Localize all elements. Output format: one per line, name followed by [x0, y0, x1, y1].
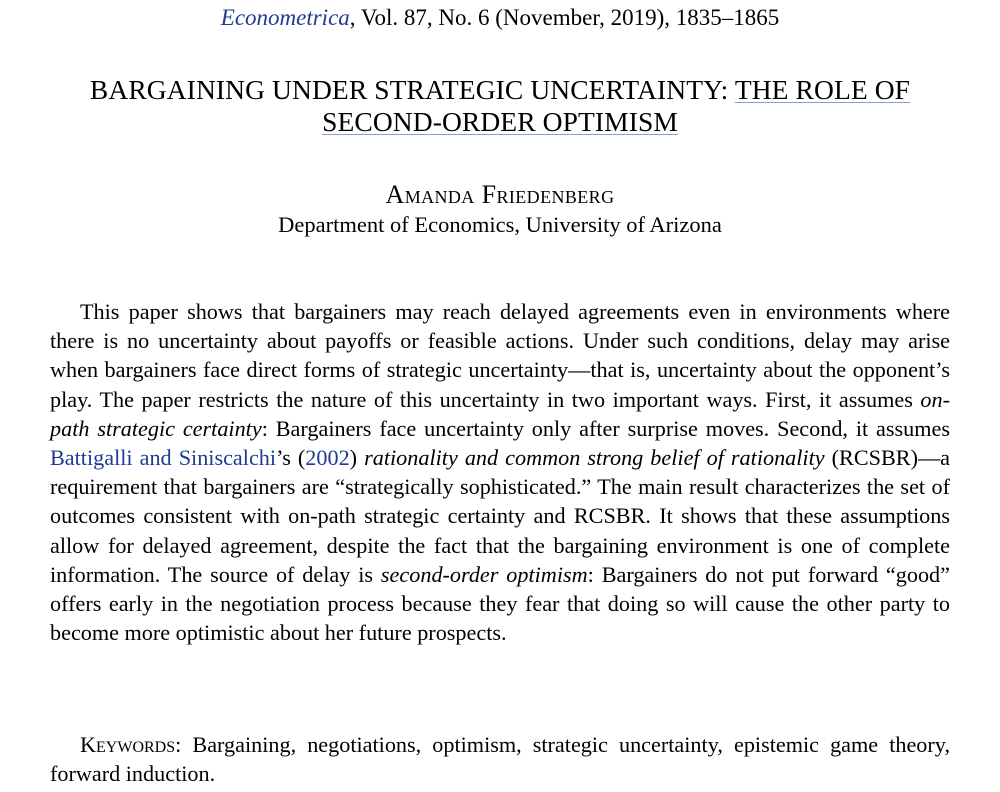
journal-name-link[interactable]: Econometrica	[220, 5, 350, 30]
journal-citation	[0, 4, 1000, 32]
abstract-text-6: : Bargainers do not put forward “good” offers early in the negotiation process because they fear that doing so will cause the other party to become more optimistic about her future prospects.	[50, 561, 950, 646]
abstract-emphasis-2: rationality and common strong belief of rationality	[364, 445, 825, 471]
paper-title	[0, 74, 1000, 138]
abstract	[50, 297, 950, 647]
title-part-1: BARGAINING UNDER STRATEGIC UNCERTAINTY:	[89, 74, 735, 105]
abstract-text-3: ’s (	[276, 445, 306, 471]
abstract-emphasis-3: second-order optimism	[380, 561, 588, 587]
abstract-text-4: )	[349, 445, 365, 471]
abstract-emphasis-1: on-path strategic certainty	[50, 386, 950, 441]
abstract-text-1: This paper shows that bargainers may reach delayed agreements even in environments where there is no uncertainty about payoffs or feasible actions. Under such conditions, delay may arise when bargainers face direct forms of strategic uncertainty—that is, uncertainty about the opponent’s play. The paper restricts the nature of this uncertainty in two important ways. First, it assumes	[50, 299, 950, 412]
author-affiliation: Department of Economics, University of Arizona	[278, 212, 722, 237]
citation-details: , Vol. 87, No. 6 (November, 2019), 1835–1865	[349, 5, 780, 30]
reference-year-link[interactable]: 2002	[305, 445, 350, 471]
keywords-colon: :	[175, 732, 182, 757]
abstract-text-2: : Bargainers face uncertainty only after surprise moves. Second, it assumes	[261, 415, 950, 441]
keywords	[50, 730, 950, 788]
title-part-2: THE ROLE OF	[734, 74, 911, 105]
reference-authors-link[interactable]: Battigalli and Siniscalchi	[50, 445, 277, 471]
author-name: Amanda Friedenberg	[385, 180, 615, 209]
keywords-label: Keywords	[80, 732, 176, 757]
title-part-3: SECOND-ORDER OPTIMISM	[322, 106, 678, 137]
keywords-list: Bargaining, negotiations, optimism, strategic uncertainty, epistemic game theory, forward induction.	[50, 732, 950, 787]
abstract-text-5: (RCSBR)—a requirement that bargainers are “strategically sophisticated.” The main result characterizes the set of outcomes consistent with on-path strategic certainty and RCSBR. It shows that these assumptions allow for delayed agreement, despite the fact that the bargaining environment is one of complete information. The source of delay is	[50, 445, 950, 587]
